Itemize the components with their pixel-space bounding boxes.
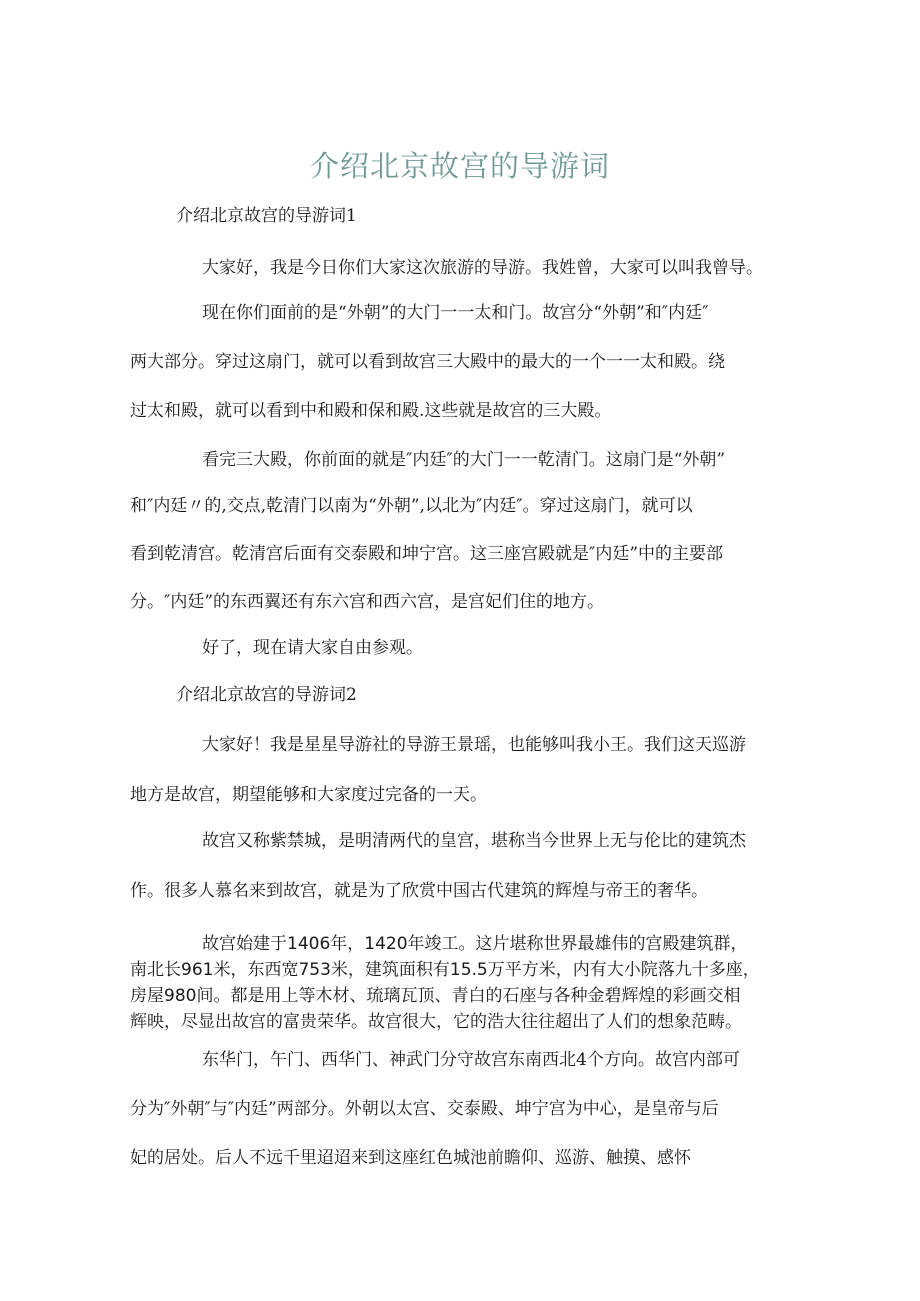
document-title: 介绍北京故宫的导游词 bbox=[309, 149, 610, 183]
section2-heading: 介绍北京故宫的导游词2 bbox=[176, 685, 357, 705]
section1-heading: 介绍北京故宫的导游词1 bbox=[176, 206, 357, 226]
paragraph-line: 看完三大殿，你前面的就是″内廷″的大门一一乾清门。这扇门是“外朝” bbox=[202, 450, 726, 470]
paragraph-line: 东华门，午门、西华门、神武门分守故宫东南西北4个方向。故宫内部可 bbox=[202, 1050, 740, 1070]
paragraph-line: 妃的居处。后人不远千里迢迢来到这座红色城池前瞻仰、巡游、触摸、感怀 bbox=[130, 1148, 691, 1168]
paragraph-line: 大家好，我是今日你们大家这次旅游的导游。我姓曾，大家可以叫我曾导。 bbox=[202, 258, 763, 278]
paragraph-line: 两大部分。穿过这扇门，就可以看到故宫三大殿中的最大的一个一一太和殿。绕 bbox=[130, 352, 725, 372]
paragraph-line: 看到乾清宫。乾清宫后面有交泰殿和坤宁宫。这三座宫殿就是″内廷”中的主要部 bbox=[130, 544, 724, 564]
paragraph-line: 南北长961米，东西宽753米，建筑面积有15.5万平方米，内有大小院落九十多座， bbox=[130, 960, 760, 980]
paragraph-line: 故宫又称紫禁城，是明清两代的皇宫，堪称当今世界上无与伦比的建筑杰 bbox=[202, 831, 746, 851]
paragraph-line: 和″内廷〃的,交点,乾清门以南为“外朝”,以北为″内廷″。穿过这扇门，就可以 bbox=[130, 496, 693, 516]
paragraph-line: 房屋980间。都是用上等木材、琉璃瓦顶、青白的石座与各种金碧辉煌的彩画交相 bbox=[130, 986, 741, 1006]
paragraph-line: 作。很多人慕名来到故宫，就是为了欣赏中国古代建筑的辉煌与帝王的奢华。 bbox=[130, 881, 708, 901]
paragraph-line: 大家好！我是星星导游社的导游王景瑶，也能够叫我小王。我们这天巡游 bbox=[202, 735, 746, 755]
paragraph-line: 分为″外朝″与″内廷”两部分。外朝以太宫、交泰殿、坤宁宫为中心，是皇帝与后 bbox=[130, 1099, 719, 1119]
paragraph-line: 过太和殿，就可以看到中和殿和保和殿.这些就是故宫的三大殿。 bbox=[130, 401, 612, 421]
paragraph-line: 分。″内廷”的东西翼还有东六宫和西六宫，是宫妃们住的地方。 bbox=[130, 592, 605, 612]
paragraph-line: 现在你们面前的是“外朝”的大门一一太和门。故宫分“外朝”和″内廷″ bbox=[202, 303, 709, 323]
paragraph-line: 地方是故宫，期望能够和大家度过完备的一天。 bbox=[130, 785, 487, 805]
paragraph-line: 辉映，尽显出故宫的富贵荣华。故宫很大，它的浩大往往超出了人们的想象范畴。 bbox=[130, 1012, 742, 1032]
paragraph-line: 好了，现在请大家自由参观。 bbox=[202, 638, 423, 658]
paragraph-line: 故宫始建于1406年，1420年竣工。这片堪称世界最雄伟的宫殿建筑群， bbox=[202, 934, 748, 954]
